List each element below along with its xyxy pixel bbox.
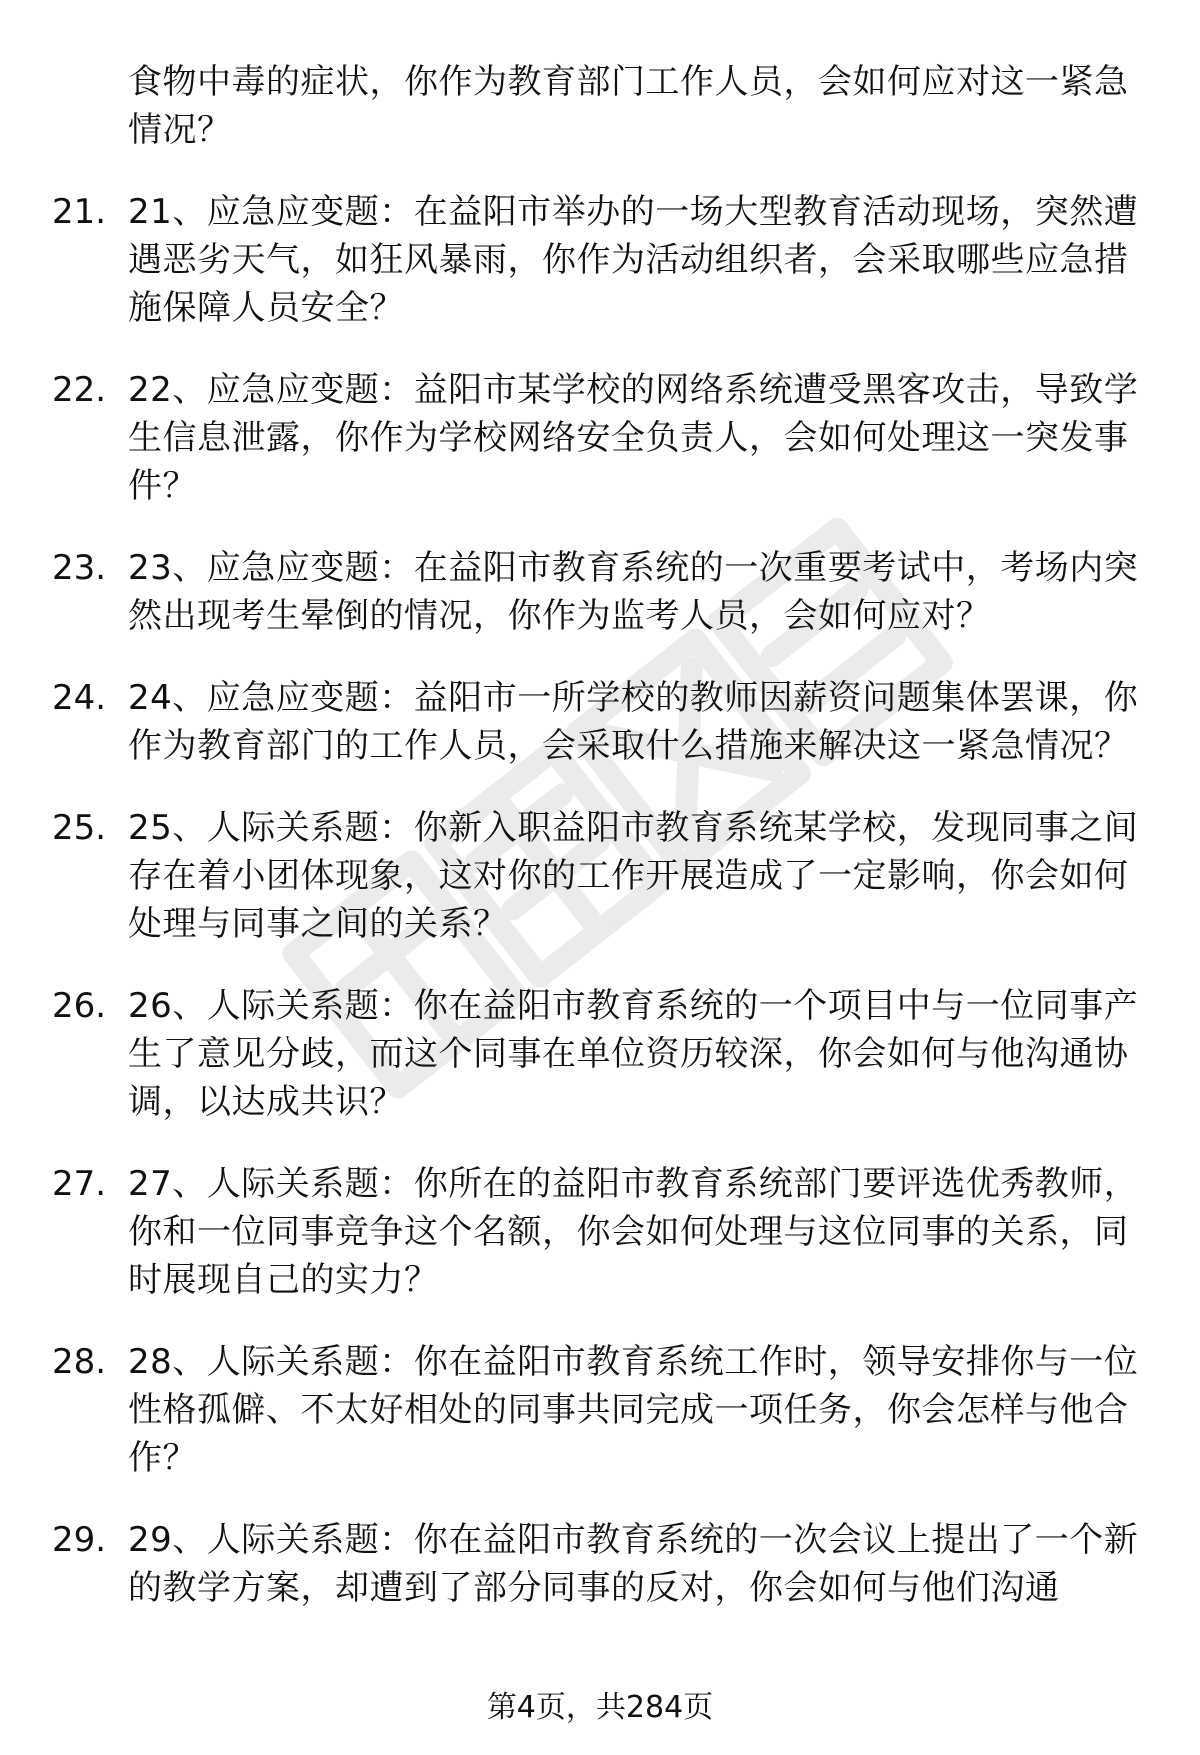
list-item-text: 22、应急应变题：益阳市某学校的网络系统遭受黑客攻击，导致学生信息泄露，你作为学校网络安全负责人，会如何处理这一突发事件？ [128, 370, 1139, 506]
list-item-number: 25. [52, 808, 107, 848]
list-item-text: 21、应急应变题：在益阳市举办的一场大型教育活动现场，突然遭遇恶劣天气，如狂风暴雨，你作为活动组织者，会采取哪些应急措施保障人员安全？ [128, 192, 1139, 328]
list-item [0, 982, 1200, 1126]
list-item [0, 366, 1200, 510]
list-item [0, 1338, 1200, 1482]
list-item [0, 1516, 1200, 1612]
list-item-number: 24. [52, 678, 107, 718]
list-item-text: 25、人际关系题：你新入职益阳市教育系统某学校，发现同事之间存在着小团体现象，这对你的工作开展造成了一定影响，你会如何处理与同事之间的关系？ [128, 808, 1139, 944]
page-footer: 第4页，共284页 [486, 1690, 714, 1725]
list-item-text: 24、应急应变题：益阳市一所学校的教师因薪资问题集体罢课，你作为教育部门的工作人员，会采取什么措施来解决这一紧急情况？ [128, 678, 1139, 766]
list-item-number: 27. [52, 1164, 107, 1204]
list-item-number: 28. [52, 1342, 107, 1382]
list-item-number: 23. [52, 548, 107, 588]
list-item-text: 29、人际关系题：你在益阳市教育系统的一次会议上提出了一个新的教学方案，却遭到了部分同事的反对，你会如何与他们沟通 [128, 1520, 1139, 1608]
list-item [0, 674, 1200, 770]
list-item-number: 21. [52, 192, 107, 232]
list-item-number: 29. [52, 1520, 107, 1560]
list-item-number: 22. [52, 370, 107, 410]
question-list [0, 188, 1200, 1646]
list-item [0, 544, 1200, 640]
list-item-text: 27、人际关系题：你所在的益阳市教育系统部门要评选优秀教师，你和一位同事竞争这个名额，你会如何处理与这位同事的关系，同时展现自己的实力？ [128, 1164, 1139, 1300]
list-item-number: 26. [52, 986, 107, 1026]
list-item-text: 28、人际关系题：你在益阳市教育系统工作时，领导安排你与一位性格孤僻、不太好相处的同事共同完成一项任务，你会怎样与他合作？ [128, 1342, 1139, 1478]
list-item-text: 23、应急应变题：在益阳市教育系统的一次重要考试中，考场内突然出现考生晕倒的情况，你作为监考人员，会如何应对？ [128, 548, 1139, 636]
list-item-text: 26、人际关系题：你在益阳市教育系统的一个项目中与一位同事产生了意见分歧，而这个同事在单位资历较深，你会如何与他沟通协调，以达成共识？ [128, 986, 1139, 1122]
intro-paragraph: 食物中毒的症状，你作为教育部门工作人员，会如何应对这一紧急情况？ [128, 62, 1129, 150]
list-item [0, 188, 1200, 332]
list-item [0, 1160, 1200, 1304]
list-item [0, 804, 1200, 948]
